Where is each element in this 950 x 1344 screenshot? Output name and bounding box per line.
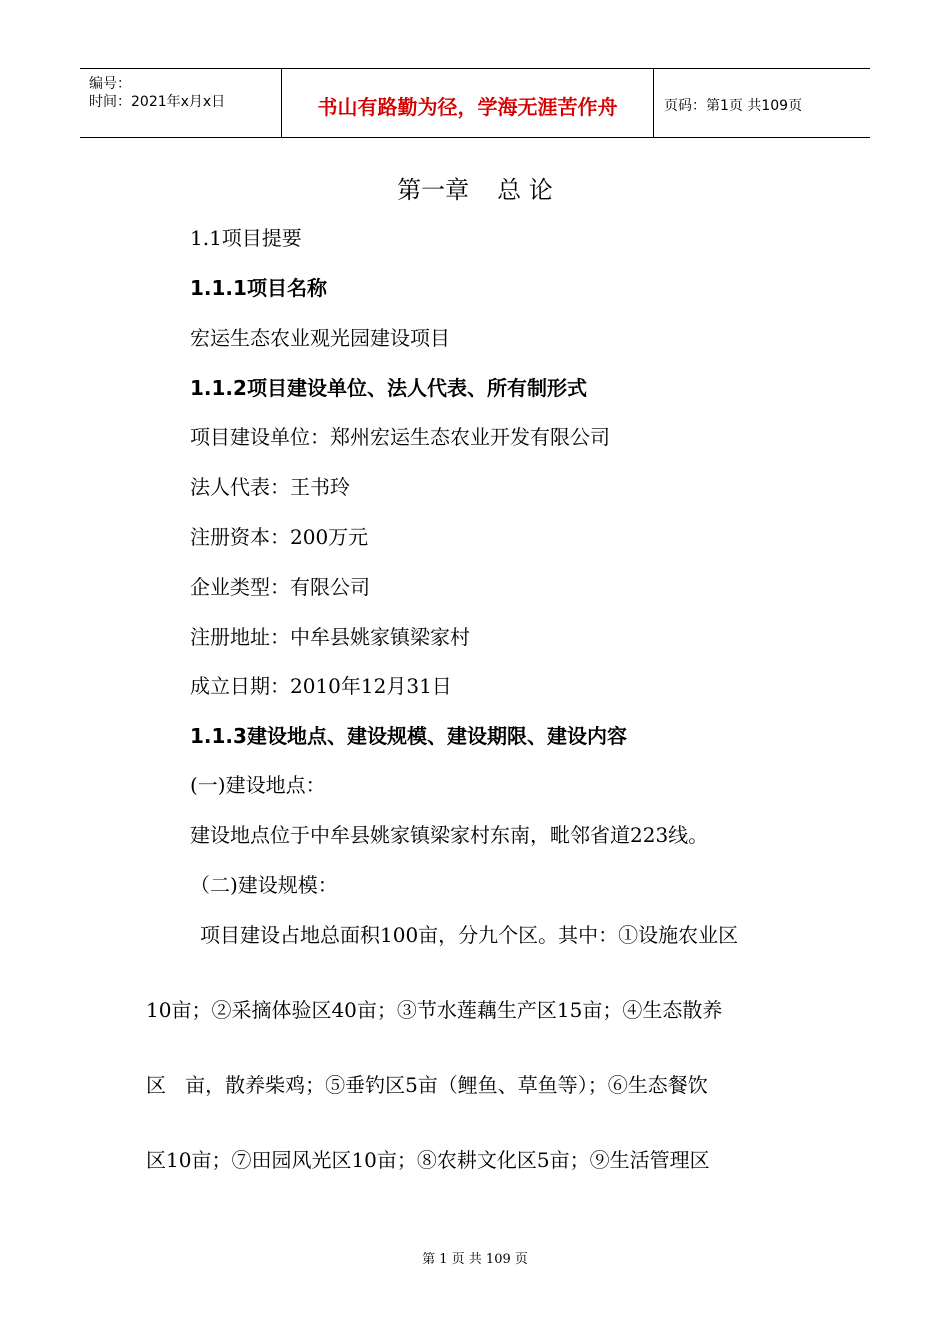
body-line: 宏运生态农业观光园建设项目 xyxy=(190,326,450,350)
body-line: 建设地点位于中牟县姚家镇梁家村东南，毗邻省道223线。 xyxy=(190,823,709,847)
document-number: 编号： xyxy=(89,76,131,92)
body-line: 项目建设占地总面积100亩，分九个区。其中：①设施农业区 xyxy=(200,923,739,947)
body-line: 项目建设单位：郑州宏运生态农业开发有限公司 xyxy=(190,425,610,449)
body-line: 区 亩，散养柴鸡；⑤垂钓区5亩（鲤鱼、草鱼等）；⑥生态餐饮 xyxy=(146,1073,708,1097)
header-table xyxy=(80,68,870,138)
body-line: 10亩；②采摘体验区40亩；③节水莲藕生产区15亩；④生态散养 xyxy=(146,998,723,1022)
header-motto: 书山有路勤为径，学海无涯苦作舟 xyxy=(317,95,618,119)
document-date: 时间：2021年x月x日 xyxy=(89,94,226,110)
subsection-heading: 1.1.1项目名称 xyxy=(190,276,327,300)
header-left-cell xyxy=(80,69,282,137)
body-line: 企业类型：有限公司 xyxy=(190,575,370,599)
chapter-title xyxy=(0,170,950,205)
body-line: 区10亩；⑦田园风光区10亩；⑧农耕文化区5亩；⑨生活管理区 xyxy=(146,1148,710,1172)
body-line: （二)建设规模： xyxy=(190,873,338,897)
body-line: (一)建设地点： xyxy=(190,773,326,797)
header-right-cell xyxy=(654,69,870,137)
subsection-heading: 1.1.3建设地点、建设规模、建设期限、建设内容 xyxy=(190,724,627,748)
section-heading: 1.1项目提要 xyxy=(190,226,302,250)
body-line: 注册资本：200万元 xyxy=(190,525,369,549)
subsection-heading: 1.1.2项目建设单位、法人代表、所有制形式 xyxy=(190,376,587,400)
page-footer: 第 1 页 共 109 页 xyxy=(422,1252,528,1267)
body-line: 成立日期：2010年12月31日 xyxy=(190,674,452,698)
body-line: 法人代表：王书玲 xyxy=(190,475,350,499)
body-line: 注册地址：中牟县姚家镇梁家村 xyxy=(190,625,470,649)
chapter-name: 总 论 xyxy=(497,176,553,204)
chapter-number: 第一章 xyxy=(397,176,470,204)
header-middle-cell xyxy=(282,69,654,137)
header-page-info: 页码：第1页 共109页 xyxy=(664,98,803,114)
